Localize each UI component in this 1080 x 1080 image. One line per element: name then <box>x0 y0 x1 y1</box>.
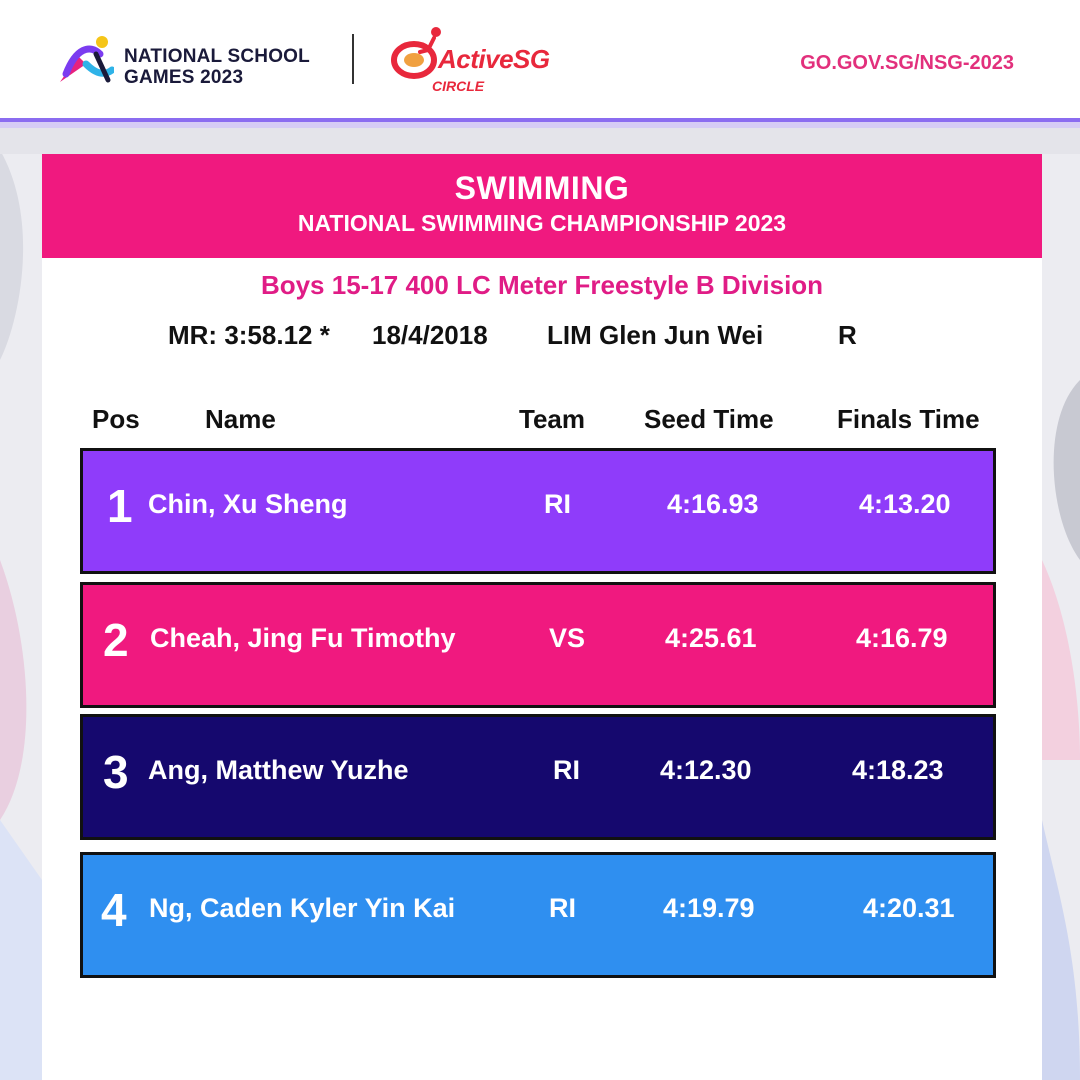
activesg-circle-wordmark: CIRCLE <box>432 78 485 94</box>
national-school-games-wordmark <box>124 46 310 88</box>
header-accent-bar <box>0 118 1080 128</box>
result-team: RI <box>553 755 580 785</box>
result-swimmer-name: Ng, Caden Kyler Yin Kai <box>149 893 456 923</box>
result-position: 4 <box>101 884 127 936</box>
result-row <box>80 852 996 978</box>
result-seed-time: 4:12.30 <box>660 755 752 785</box>
result-finals-time: 4:13.20 <box>859 489 951 519</box>
result-row <box>80 582 996 708</box>
column-header-team: Team <box>519 404 585 434</box>
meet-record-flag: R <box>838 320 857 350</box>
result-swimmer-name: Cheah, Jing Fu Timothy <box>150 623 456 653</box>
result-row <box>80 448 996 574</box>
result-seed-time: 4:19.79 <box>663 893 755 923</box>
header <box>0 0 1080 118</box>
column-header-pos: Pos <box>92 404 140 434</box>
column-header-name: Name <box>205 404 276 434</box>
result-row <box>80 714 996 840</box>
result-finals-time: 4:20.31 <box>863 893 955 923</box>
result-finals-time: 4:16.79 <box>856 623 948 653</box>
activesg-wordmark: ActiveSG <box>438 44 550 74</box>
column-header-seed-time: Seed Time <box>644 404 774 434</box>
result-seed-time: 4:25.61 <box>665 623 757 653</box>
meet-record-date: 18/4/2018 <box>372 320 488 350</box>
result-position: 2 <box>103 614 129 666</box>
national-school-games-logo-icon <box>56 34 114 86</box>
title-band <box>42 154 1042 258</box>
event-title: Boys 15-17 400 LC Meter Freestyle B Division <box>260 270 824 300</box>
meet-record-holder: LIM Glen Jun Wei <box>547 320 764 350</box>
header-divider <box>352 34 354 84</box>
results-card <box>42 154 1042 1080</box>
result-swimmer-name: Ang, Matthew Yuzhe <box>148 755 409 785</box>
result-position: 1 <box>107 480 133 532</box>
nsg-website-link[interactable]: GO.GOV.SG/NSG-2023 <box>800 52 1014 74</box>
result-seed-time: 4:16.93 <box>667 489 759 519</box>
result-swimmer-name: Chin, Xu Sheng <box>148 489 348 519</box>
sport-title: SWIMMING <box>454 170 630 206</box>
result-finals-time: 4:18.23 <box>852 755 944 785</box>
result-team: VS <box>549 623 586 653</box>
nsg-wordmark-line1: NATIONAL SCHOOL <box>124 46 310 67</box>
result-team: RI <box>544 489 571 519</box>
column-header-finals-time: Finals Time <box>837 404 980 434</box>
result-team: RI <box>549 893 576 923</box>
nsg-wordmark-line2: GAMES 2023 <box>124 67 244 88</box>
result-position: 3 <box>103 746 129 798</box>
meet-record-time: MR: 3:58.12 * <box>168 320 330 350</box>
championship-title: NATIONAL SWIMMING CHAMPIONSHIP 2023 <box>297 210 787 236</box>
